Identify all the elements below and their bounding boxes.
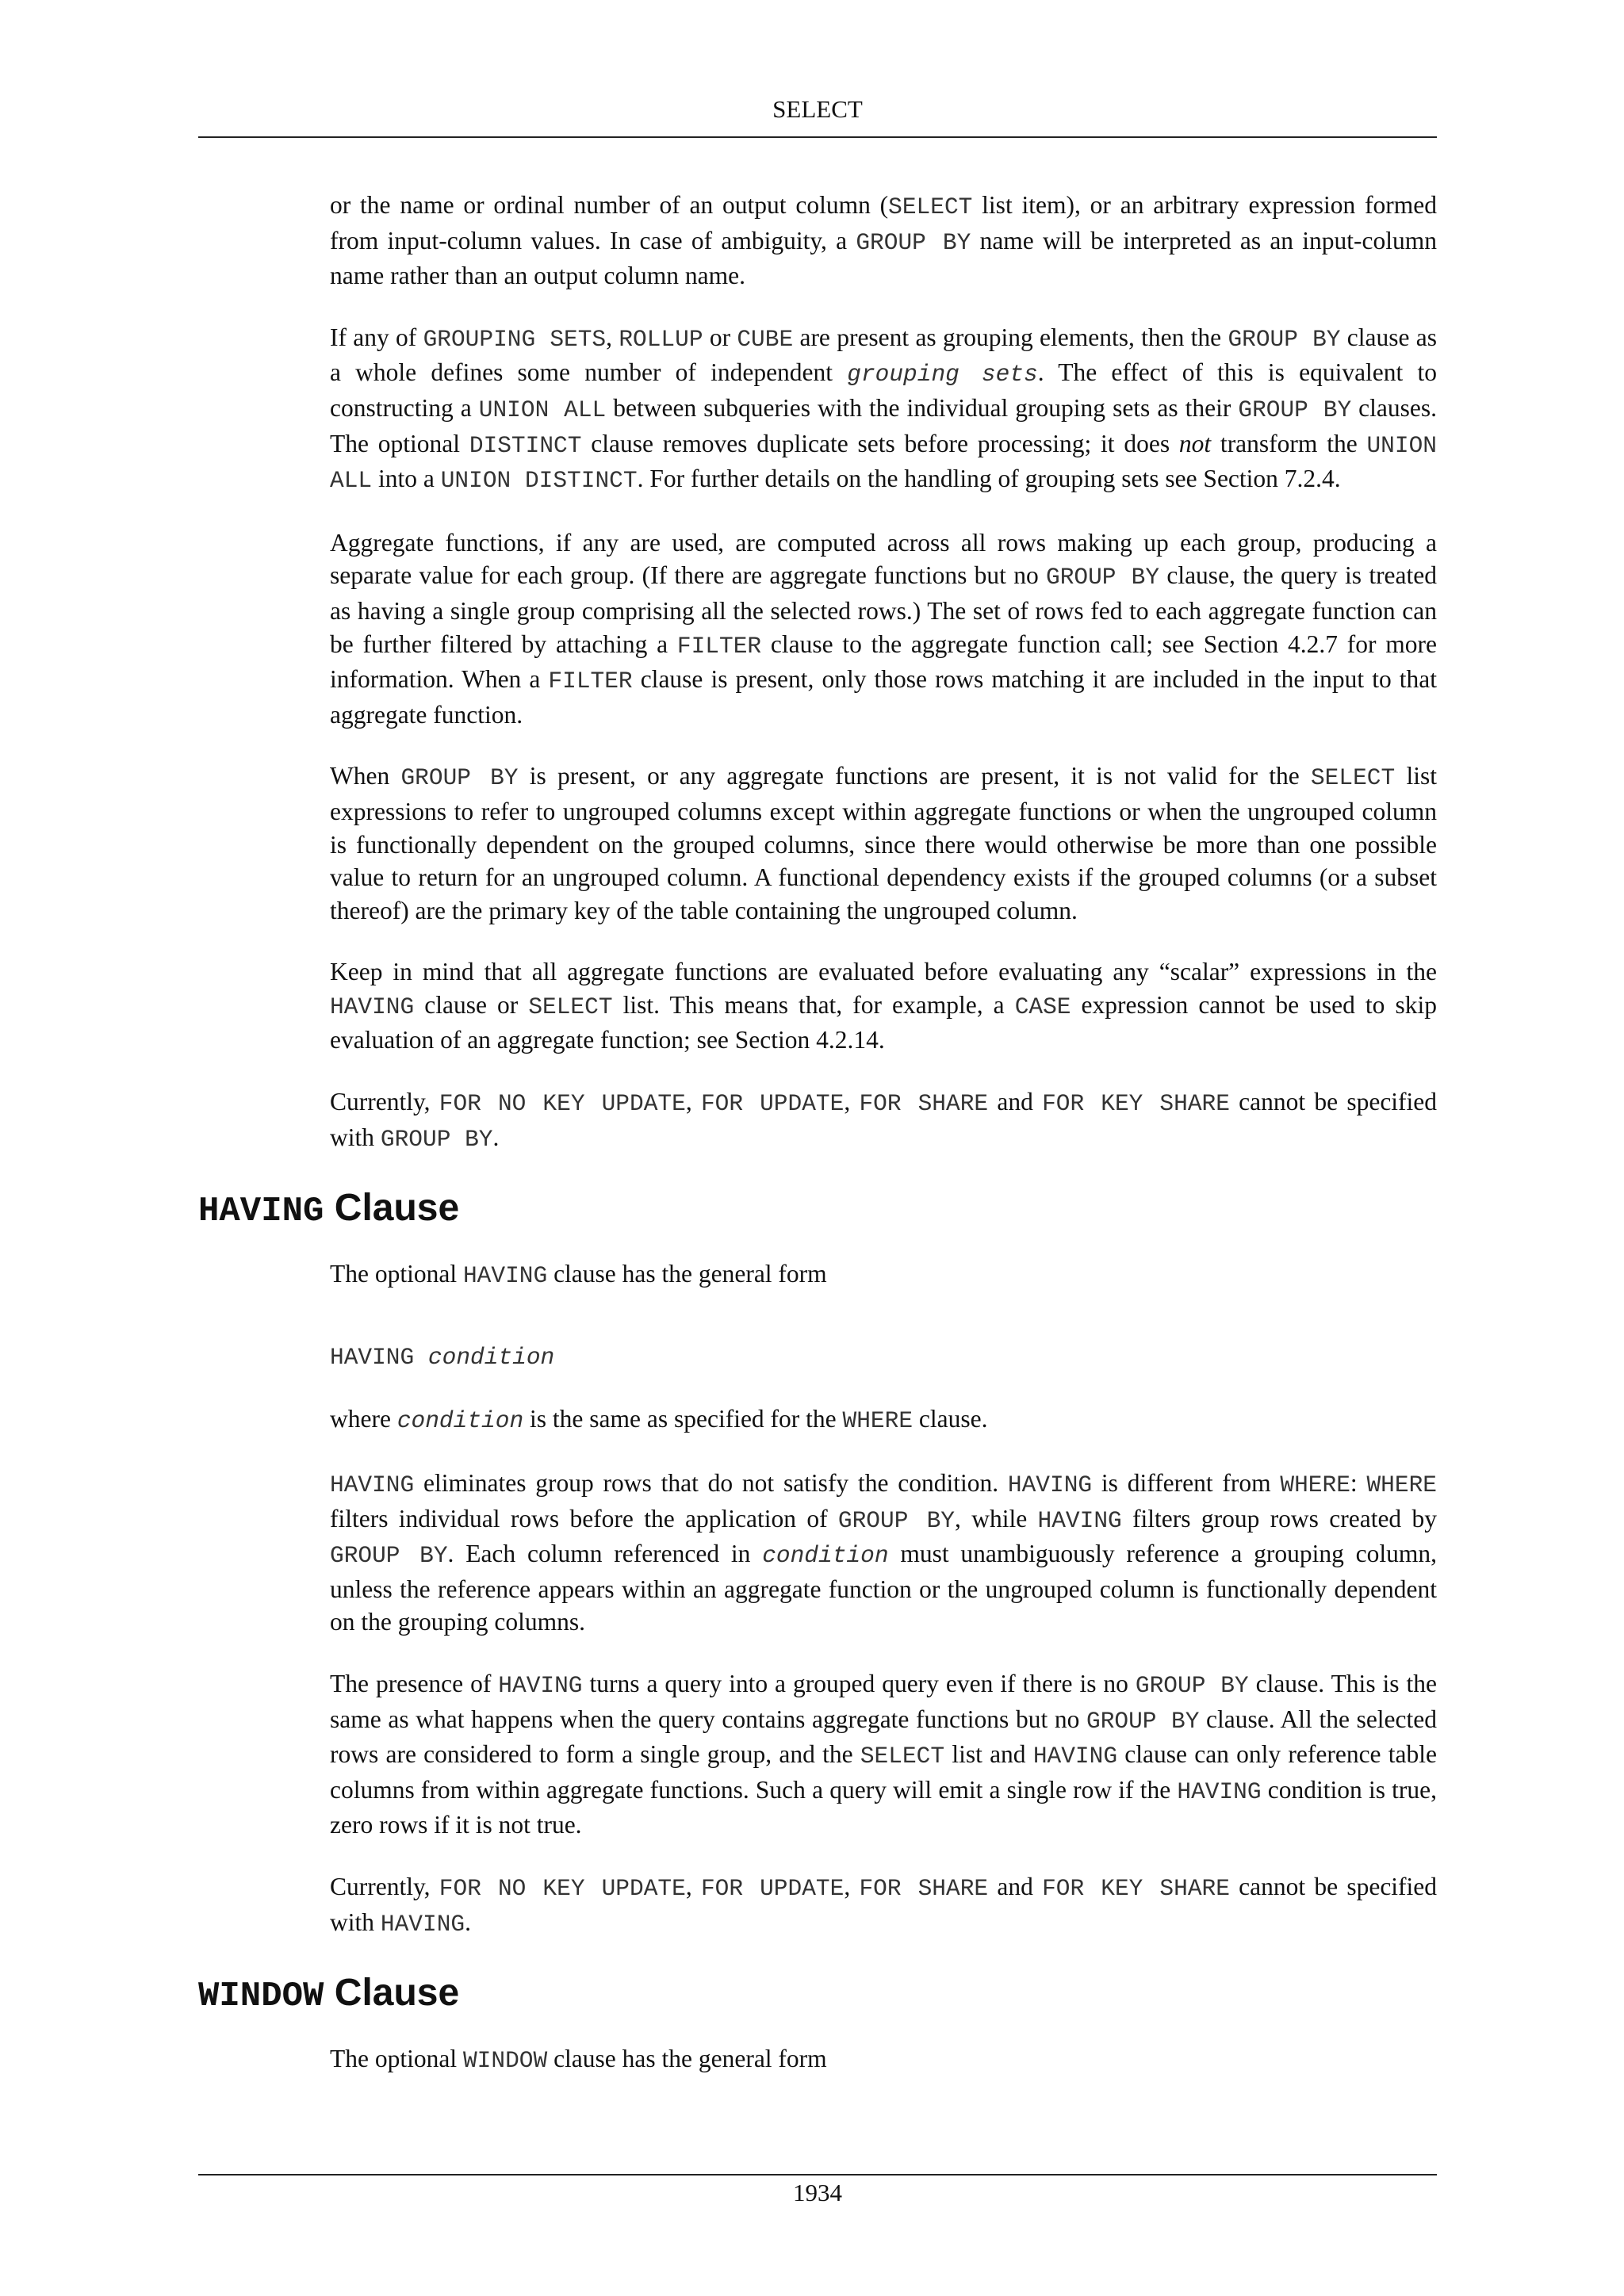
text: . The effect of this is equivalent to constructing a: [330, 358, 1437, 422]
running-header: SELECT: [772, 95, 863, 123]
inline-code: GROUP BY: [837, 1506, 955, 1534]
text: clause. This is the same as what happens when the query contains aggregate functions but no: [330, 1670, 1438, 1733]
text: where: [330, 1405, 397, 1433]
text: ,: [685, 1872, 701, 1900]
inline-code: UNION DISTINCT: [440, 467, 638, 495]
paragraph-having-eliminates: [330, 1467, 1437, 1639]
inline-code: GROUP BY: [1086, 1707, 1200, 1735]
text: If any of: [330, 323, 423, 351]
inline-code: UNION ALL: [478, 396, 607, 423]
emphasis: not: [1178, 429, 1212, 457]
text: When: [330, 762, 401, 790]
section-title-code: HAVING: [198, 1192, 324, 1232]
inline-code: HAVING: [380, 1910, 465, 1938]
inline-code: FOR SHARE: [859, 1874, 989, 1902]
text: clause has the general form: [547, 1260, 827, 1288]
text: list. This means that, for example, a: [612, 990, 1015, 1019]
inline-code: ROLLUP: [619, 325, 703, 353]
inline-code: FOR SHARE: [859, 1090, 989, 1118]
inline-code: FILTER: [548, 668, 633, 695]
text: list expressions to refer to ungrouped columns except within aggregate functions or when the ungrouped column is functionally dependent on the grouped columns, since there would otherwise be more than one possible value to return for an ungrouped column. A functional dependency exists if the grouped columns (or a subset thereof) are the primary key of the table containing the ungrouped column.: [330, 762, 1437, 924]
text: eliminates group rows that do not satisfy the condition.: [414, 1469, 1008, 1498]
inline-code: FOR KEY SHARE: [1042, 1090, 1230, 1118]
text: clause, the query is treated as having a single group comprising all the selected rows.) The set of rows fed to each aggregate function can be further filtered by attaching a: [330, 561, 1438, 658]
text: . Each column referenced in: [447, 1540, 763, 1568]
inline-code: DISTINCT: [469, 431, 582, 459]
inline-code: WHERE: [1366, 1471, 1437, 1499]
paragraph-grouping-sets: [330, 321, 1437, 498]
text: clause removes duplicate sets before processing; it does: [581, 429, 1179, 457]
section-title-text: Clause: [324, 1972, 460, 2015]
code-synopsis-having: [330, 1339, 1437, 1375]
text: ,: [606, 323, 619, 351]
text: filters individual rows before the application of: [330, 1504, 838, 1533]
inline-code: FOR NO KEY UPDATE: [439, 1874, 686, 1902]
inline-code: WHERE: [1280, 1471, 1350, 1499]
inline-code: FOR UPDATE: [700, 1090, 845, 1118]
text: is present, or any aggregate functions are present, it is not valid for the: [518, 762, 1311, 790]
inline-code: SELECT: [888, 193, 973, 220]
text: clause.: [913, 1405, 988, 1433]
page-body: [198, 189, 1437, 2107]
text: cannot be specified with: [330, 1872, 1438, 1936]
inline-code: FILTER: [676, 632, 762, 660]
inline-code: GROUP BY: [1238, 396, 1352, 423]
text: Currently,: [330, 1872, 439, 1900]
text: must unambiguously reference a grouping column, unless the reference appears within an aggregate function or the ungrouped column is functionally dependent on the grouping columns.: [330, 1540, 1437, 1636]
inline-code: HAVING: [1177, 1777, 1262, 1805]
text: condition is true, zero rows if it is not true.: [330, 1775, 1437, 1839]
text: The optional: [330, 2045, 463, 2073]
section-title-window: [198, 1969, 1437, 2020]
paragraph-having-condition: [330, 1402, 1437, 1438]
text: clause or: [414, 990, 529, 1019]
inline-code: HAVING: [330, 1471, 415, 1499]
text: turns a query into a grouped query even if there is no: [582, 1670, 1136, 1697]
text: , while: [954, 1504, 1038, 1533]
text: between subqueries with the individual grouping sets as their: [606, 393, 1239, 422]
code-keyword: HAVING: [330, 1343, 428, 1371]
text: Currently,: [330, 1088, 439, 1116]
inline-code: GROUPING SETS: [423, 325, 607, 353]
text: clause. All the selected rows are considered to form a single group, and the: [330, 1705, 1438, 1769]
section-title-text: Clause: [324, 1187, 460, 1230]
inline-code: FOR NO KEY UPDATE: [439, 1090, 686, 1118]
inline-code: GROUP BY: [1135, 1672, 1249, 1699]
paragraph-group-by-names: [330, 189, 1437, 293]
section-title-having: [198, 1184, 1437, 1235]
inline-code: HAVING: [1032, 1743, 1118, 1770]
text: is different from: [1092, 1469, 1281, 1498]
inline-code: UNION ALL: [330, 431, 1437, 495]
inline-code: GROUP BY: [380, 1125, 493, 1153]
inline-code: SELECT: [1310, 764, 1396, 792]
inline-code-italic: condition: [762, 1542, 889, 1570]
text: :: [1350, 1469, 1367, 1498]
inline-code: SELECT: [860, 1743, 945, 1770]
inline-code: GROUP BY: [400, 764, 519, 792]
text: list and: [944, 1740, 1033, 1769]
text: and: [988, 1088, 1043, 1116]
text: clause can only reference table columns from within aggregate functions. Such a query will emit a single row if the: [330, 1740, 1438, 1804]
text: or the name or ordinal number of an output column (: [330, 191, 889, 219]
text: clause as a whole defines some number of independent: [330, 323, 1438, 387]
paragraph-aggregate-functions: [330, 526, 1437, 732]
inline-code: FOR UPDATE: [700, 1874, 845, 1902]
text: name will be interpreted as an input-column name rather than an output column name.: [330, 226, 1438, 290]
text: into a: [372, 465, 441, 493]
text: The presence of: [330, 1670, 499, 1697]
inline-code: HAVING: [1007, 1471, 1093, 1499]
text: clauses. The optional: [330, 393, 1438, 457]
inline-code-italic: condition: [396, 1407, 524, 1435]
inline-code: SELECT: [528, 993, 613, 1020]
inline-code: GROUP BY: [330, 1542, 448, 1570]
paragraph-scalar-evaluation: [330, 955, 1437, 1057]
text: list item), or an arbitrary expression formed from input-column values. In case of ambiguity, a: [330, 191, 1437, 254]
inline-code: CUBE: [737, 325, 794, 353]
text: ,: [844, 1088, 860, 1116]
paragraph-ungrouped-columns: [330, 760, 1437, 927]
text: and: [988, 1872, 1043, 1900]
text: . For further details on the handling of grouping sets see Section 7.2.4.: [637, 465, 1341, 493]
text: transform the: [1211, 429, 1367, 457]
paragraph-having-locking-restriction: [330, 1870, 1437, 1941]
text: ,: [844, 1872, 860, 1900]
page-number: 1934: [793, 2179, 842, 2206]
paragraph-having-grouped-query: [330, 1667, 1437, 1842]
text: clause has the general form: [547, 2045, 827, 2073]
text: or: [703, 323, 737, 351]
code-parameter: condition: [427, 1343, 555, 1371]
header-rule: [198, 136, 1437, 138]
text: is the same as specified for the: [523, 1405, 843, 1433]
footer-rule: [198, 2174, 1437, 2175]
paragraph-locking-restriction: [330, 1085, 1437, 1156]
inline-code: HAVING: [330, 993, 415, 1020]
text: expression cannot be used to skip evaluation of an aggregate function; see Section 4.2.14.: [330, 990, 1437, 1054]
text: cannot be specified with: [330, 1088, 1438, 1151]
inline-code: HAVING: [462, 1262, 548, 1290]
text: Keep in mind that all aggregate functions are evaluated before evaluating any “scalar” expressions in the: [330, 958, 1437, 986]
inline-code: GROUP BY: [1228, 325, 1341, 353]
inline-code: WHERE: [842, 1407, 914, 1435]
text: .: [465, 1908, 471, 1936]
inline-code: CASE: [1014, 993, 1071, 1020]
inline-code: GROUP BY: [856, 228, 971, 256]
inline-code: GROUP BY: [1046, 564, 1160, 591]
text: clause is present, only those rows matching it are included in the input to that aggregate function.: [330, 665, 1438, 729]
inline-code-italic: grouping sets: [847, 361, 1038, 388]
text: The optional: [330, 1260, 463, 1288]
text: ,: [685, 1088, 701, 1116]
inline-code: FOR KEY SHARE: [1042, 1874, 1230, 1902]
text: .: [492, 1123, 500, 1151]
paragraph-having-intro: [330, 1257, 1437, 1293]
inline-code: HAVING: [1037, 1506, 1122, 1534]
paragraph-window-intro: [330, 2042, 1437, 2078]
section-title-code: WINDOW: [198, 1976, 324, 2017]
inline-code: HAVING: [498, 1672, 583, 1699]
inline-code: WINDOW: [462, 2047, 548, 2075]
text: filters group rows created by: [1121, 1504, 1438, 1533]
text: clause to the aggregate function call; see Section 4.2.7 for more information. When a: [330, 629, 1437, 694]
text: are present as grouping elements, then the: [793, 323, 1228, 351]
text: Aggregate functions, if any are used, are computed across all rows making up each group, producing a separate value for each group. (If there are aggregate functions but no: [330, 528, 1437, 590]
